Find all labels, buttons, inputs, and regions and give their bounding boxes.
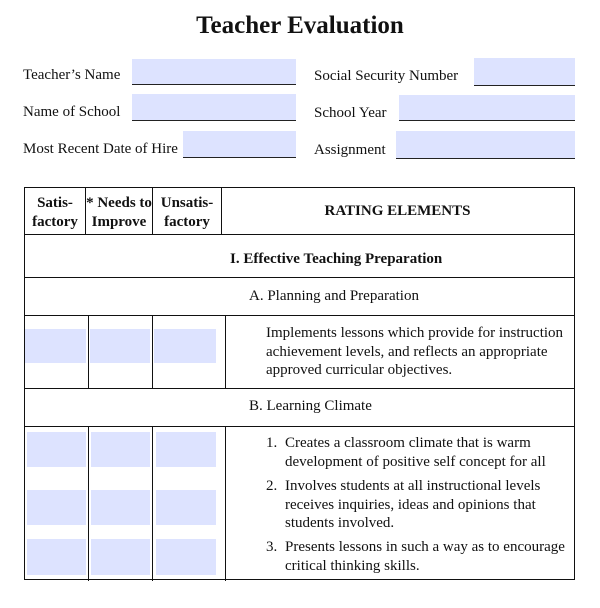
header-satisfactory-line2: factory — [32, 214, 78, 230]
element-b1-line: Creates a classroom climate that is warm — [285, 435, 531, 451]
school-year-label: School Year — [314, 105, 387, 121]
ssn-label: Social Security Number — [314, 68, 459, 84]
section-title: I. Effective Teaching Preparation — [230, 251, 443, 267]
item-number: 1. — [266, 435, 278, 451]
rating-unsatisfactory-b3[interactable] — [156, 539, 216, 575]
element-b2-text — [285, 477, 540, 533]
element-b3-line: Presents lessons in such a way as to encourage — [285, 539, 565, 555]
element-b3-line: critical thinking skills. — [285, 557, 420, 574]
header-needs-line1: * Needs to — [86, 195, 152, 211]
header-needs-improve — [85, 194, 153, 232]
column-divider — [152, 426, 153, 581]
assignment-field[interactable] — [396, 131, 575, 159]
subsection-a-title: A. Planning and Preparation — [249, 288, 419, 304]
rating-needs-improve-b1[interactable] — [91, 432, 150, 467]
header-needs-line2: Improve — [91, 214, 147, 230]
element-b2-line: receives inquiries, ideas and opinions that — [285, 496, 536, 513]
header-satisfactory — [25, 194, 85, 232]
element-a-text — [266, 324, 563, 380]
element-a-line: Implements lessons which provide for instruction — [266, 325, 564, 341]
item-number: 3. — [266, 539, 278, 555]
element-a-line: approved curricular objectives. — [266, 362, 453, 378]
rating-unsatisfactory-a[interactable] — [154, 329, 216, 363]
rating-satisfactory-a[interactable] — [25, 329, 86, 363]
element-b1-text — [285, 434, 546, 471]
column-divider — [225, 426, 226, 581]
row-divider — [25, 277, 574, 278]
element-b2-line: students involved. — [285, 515, 395, 531]
row-divider — [25, 426, 574, 427]
rating-needs-improve-a[interactable] — [90, 329, 150, 363]
row-divider — [25, 234, 574, 235]
element-b1-line: development of positive self concept for all — [285, 453, 546, 470]
school-name-label: Name of School — [23, 104, 121, 120]
element-b2-line: Involves students at all instructional levels — [285, 478, 541, 494]
ssn-field[interactable] — [474, 58, 575, 86]
evaluation-table — [24, 187, 575, 580]
header-unsatisfactory — [152, 194, 222, 232]
rating-satisfactory-b3[interactable] — [27, 539, 86, 575]
rating-needs-improve-b3[interactable] — [91, 539, 150, 575]
hire-date-label: Most Recent Date of Hire — [23, 141, 178, 157]
row-divider — [25, 315, 574, 316]
teacher-name-field[interactable] — [132, 59, 296, 85]
header-unsatisfactory-line1: Unsatis- — [160, 195, 214, 211]
rating-satisfactory-b2[interactable] — [27, 490, 86, 525]
school-name-field[interactable] — [132, 94, 296, 121]
rating-unsatisfactory-b2[interactable] — [156, 490, 216, 525]
row-divider — [25, 388, 574, 389]
rating-satisfactory-b1[interactable] — [27, 432, 86, 467]
hire-date-field[interactable] — [183, 131, 296, 158]
column-divider — [225, 315, 226, 388]
column-divider — [152, 315, 153, 388]
teacher-name-label: Teacher’s Name — [23, 67, 121, 83]
header-satisfactory-line1: Satis- — [37, 195, 73, 211]
column-divider — [88, 426, 89, 581]
rating-unsatisfactory-b1[interactable] — [156, 432, 216, 467]
rating-needs-improve-b2[interactable] — [91, 490, 150, 525]
form-title: Teacher Evaluation — [196, 12, 404, 39]
header-unsatisfactory-line2: factory — [164, 214, 210, 230]
element-b3-text — [285, 538, 565, 575]
item-number: 2. — [266, 478, 278, 494]
subsection-b-title: B. Learning Climate — [249, 398, 372, 414]
assignment-label: Assignment — [314, 142, 386, 158]
header-rating-elements: RATING ELEMENTS — [324, 203, 471, 219]
element-a-line: achievement levels, and reflects an appropriate — [266, 343, 548, 360]
column-divider — [88, 315, 89, 388]
school-year-field[interactable] — [399, 95, 575, 121]
